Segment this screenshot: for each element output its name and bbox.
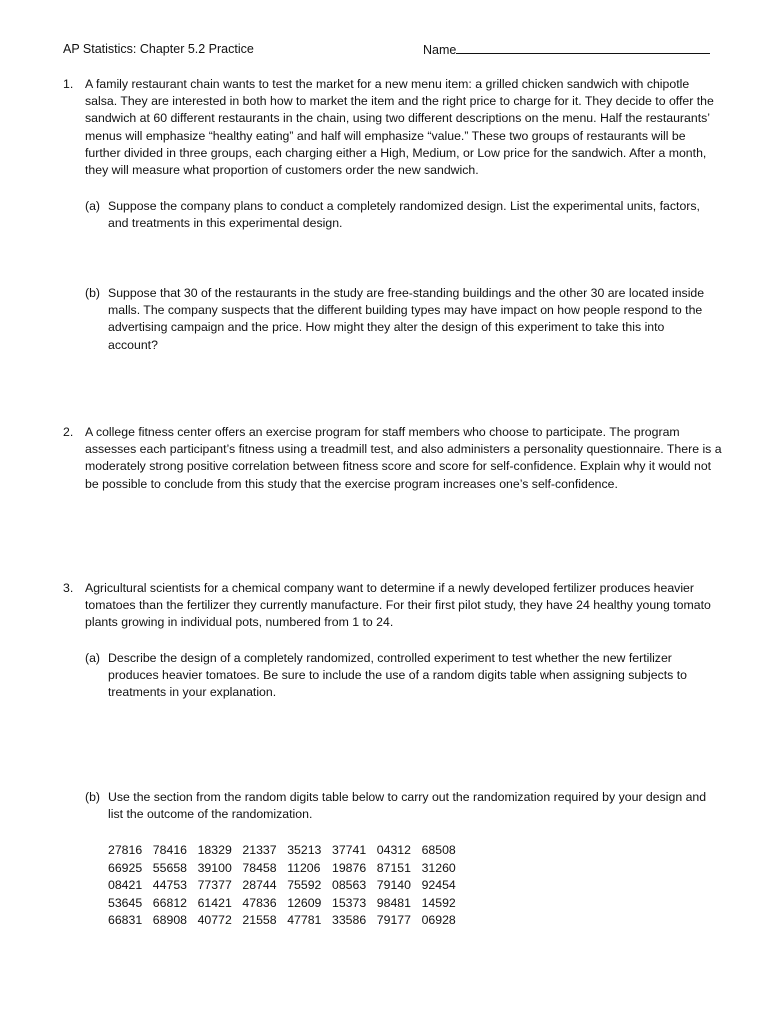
random-digits-row [108, 895, 466, 913]
question-1a-text: Suppose the company plans to conduct a completely randomized design. List the experimental units, factors, and treatments in this experimental design. [108, 199, 700, 231]
random-digits-cell: 31260 [421, 860, 456, 875]
question-2-number: 2. [63, 425, 74, 439]
random-digits-table [108, 842, 466, 930]
random-digits-cell: 75592 [287, 878, 322, 892]
random-digits-cell: 77377 [197, 878, 232, 892]
question-3-text: Agricultural scientists for a chemical company want to determine if a newly developed fertilizer produces heavier tomatoes than the fertilizer they currently manufacture. For their first pilot study, they have 24 healthy young tomato plants growing in individual pots, numbered from 1 to 24. [85, 581, 711, 630]
random-digits-cell: 53645 [108, 895, 143, 910]
question-3b-text: Use the section from the random digits table below to carry out the randomization required by your design and list the outcome of the randomization. [108, 790, 707, 822]
question-3-number: 3. [63, 581, 74, 595]
random-digits-cell: 66831 [108, 913, 143, 927]
random-digits-cell: 11206 [287, 860, 321, 875]
random-digits-row [108, 912, 466, 930]
name-blank-line [456, 41, 710, 54]
question-3b-label: (b) [85, 790, 101, 804]
random-digits-cell: 39100 [197, 860, 232, 875]
random-digits-cell: 78458 [242, 860, 277, 875]
question-2-text: A college fitness center offers an exercise program for staff members who choose to participate. The program assesses each participant’s fitness using a treadmill test, and also administers a personality questionnaire. There is a moderately strong positive correlation between fitness score and score for self-confidence. Explain why it would not be possible to conclude from this study that the exercise program increases one’s self-confidence. [85, 425, 722, 491]
random-digits-cell: 92454 [421, 878, 456, 892]
random-digits-cell: 12609 [287, 895, 322, 910]
random-digits-cell: 98481 [376, 895, 411, 910]
random-digits-cell: 14592 [421, 895, 456, 910]
random-digits-cell: 08563 [331, 878, 367, 892]
random-digits-row [108, 842, 466, 860]
random-digits-cell: 08421 [108, 878, 143, 892]
random-digits-cell: 33586 [331, 913, 367, 927]
question-1a-label: (a) [85, 199, 101, 213]
question-3a-text: Describe the design of a completely randomized, controlled experiment to test whether the new fertilizer produces heavier tomatoes. Be sure to include the use of a random digits table when assigning subjects to treatments in your explanation. [108, 651, 687, 700]
random-digits-cell: 21558 [242, 913, 277, 927]
random-digits-cell: 79140 [376, 878, 411, 892]
question-3a [85, 650, 710, 702]
question-1b-label: (b) [85, 286, 101, 300]
random-digits-cell: 27816 [108, 843, 143, 857]
question-1-number: 1. [63, 77, 74, 91]
random-digits-cell: 19876 [331, 860, 367, 875]
random-digits-cell: 06928 [421, 913, 456, 927]
random-digits-cell: 66925 [108, 860, 143, 875]
random-digits-cell: 61421 [197, 895, 232, 910]
worksheet-title: AP Statistics: Chapter 5.2 Practice [63, 42, 254, 56]
random-digits-row [108, 860, 466, 878]
random-digits-cell: 37741 [331, 843, 367, 857]
random-digits-cell: 35213 [287, 843, 322, 857]
random-digits-cell: 44753 [152, 878, 187, 892]
question-1-text: A family restaurant chain wants to test the market for a new menu item: a grilled chicken sandwich with chipotle salsa. They are interested in both how to market the item and the right price to charge for it. They decide to offer the sandwich at 60 different restaurants in the chain, using two different descriptions on the menu. Half the restaurants’ menus will emphasize “healthy eating” and half will emphasize “value.” These two groups of restaurants will be further divided in three groups, each charging either a High, Medium, or Low price for the sandwich. After a month, they will measure what proportion of customers order the new sandwich. [85, 77, 714, 178]
random-digits-row [108, 877, 466, 895]
question-3 [63, 580, 723, 632]
random-digits-cell: 28744 [242, 878, 277, 892]
question-1a [85, 198, 710, 232]
question-3b [85, 789, 710, 823]
question-1 [63, 76, 723, 179]
question-3a-label: (a) [85, 651, 101, 665]
question-1b-text: Suppose that 30 of the restaurants in the study are free-standing buildings and the other 30 are located inside malls. The company suspects that the different building types may have impact on how people respond to the advertising campaign and the price. How might they alter the design of this experiment to take this into account? [108, 286, 705, 352]
random-digits-cell: 87151 [376, 860, 411, 875]
random-digits-cell: 47836 [242, 895, 277, 910]
random-digits-cell: 18329 [197, 843, 232, 857]
random-digits-cell: 40772 [197, 913, 232, 927]
random-digits-cell: 78416 [152, 843, 187, 857]
random-digits-cell: 04312 [376, 843, 411, 857]
question-2 [63, 424, 723, 493]
random-digits-cell: 68908 [152, 913, 187, 927]
name-label: Name [423, 43, 457, 57]
random-digits-cell: 21337 [242, 843, 277, 857]
random-digits-cell: 66812 [152, 895, 187, 910]
random-digits-cell: 55658 [152, 860, 187, 875]
random-digits-cell: 79177 [376, 913, 411, 927]
question-1b [85, 285, 710, 354]
random-digits-cell: 68508 [421, 843, 456, 857]
random-digits-cell: 47781 [287, 913, 322, 927]
name-field [423, 41, 710, 58]
random-digits-cell: 15373 [331, 895, 367, 910]
